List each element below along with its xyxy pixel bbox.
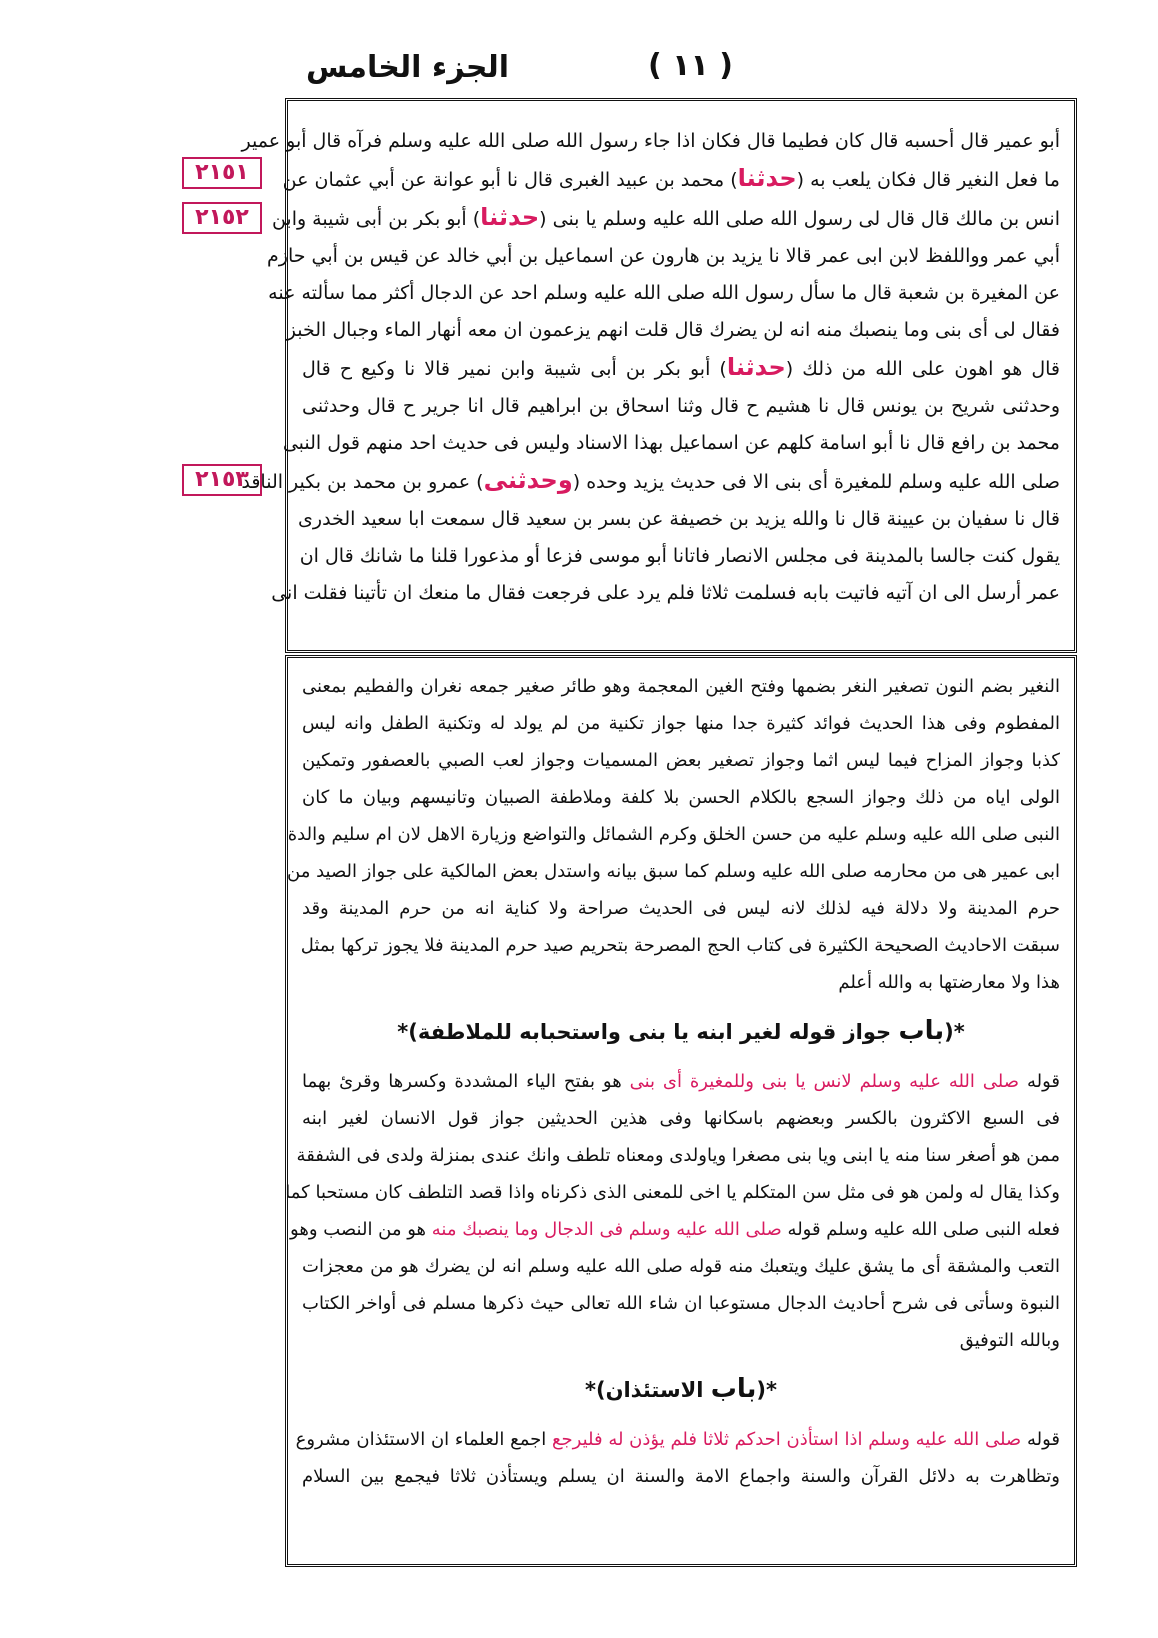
quoted-phrase: صلى الله عليه وسلم فى الدجال وما ينصبك منه xyxy=(431,1219,782,1240)
page-number: ( ١١ ) xyxy=(648,48,733,83)
matn-line: يقول كنت جالسا بالمدينة فى مجلس الانصار فاتانا أبو موسى فزعا أو مذعورا قلنا ما شانك قال ان xyxy=(299,545,1060,567)
matn-line: صلى الله عليه وسلم للمغيرة أى بنى الا فى حديث يزيد وحده (وحدثنى) عمرو بن محمد بن بكير الناقد xyxy=(241,466,1060,494)
matn-line: قال هو اهون على الله من ذلك (حدثنا) أبو بكر بن أبى شيبة وابن نمير قالا نا وكيع ح قال xyxy=(302,353,1061,381)
haddathana-marker: حدثنا xyxy=(737,164,797,192)
sharh-line: قوله صلى الله عليه وسلم اذا استأذن احدكم ثلاثا فلم يؤذن له فليرجع اجمع العلماء ان الاستئذان مشروع xyxy=(295,1429,1060,1450)
matn-frame xyxy=(241,98,1077,653)
sharh-line: وبالله التوفيق xyxy=(959,1330,1060,1351)
sharh-line: وكذا يقال له ولمن هو فى مثل سن المتكلم يا اخى للمعنى الذى ذكرناه واذا قصد التلطف كان مستحبا كما xyxy=(285,1182,1060,1203)
hadith-number-2151: ٢١٥١ xyxy=(182,157,262,189)
matn-line: أبو عمير قال أحسبه قال كان فطيما قال فكان اذا جاء رسول الله صلى الله عليه وسلم فرآه قال أبو عمير xyxy=(241,130,1060,152)
quoted-phrase: صلى الله عليه وسلم اذا استأذن احدكم ثلاثا فلم يؤذن له فليرجع xyxy=(551,1429,1022,1450)
sharh-line: فى السبع الاكثرون بالكسر وبعضهم باسكانها وفى هذين الحديثين جواز قول الانسان لغير ابنه xyxy=(302,1108,1060,1129)
sharh-line: وتظاهرت به دلائل القرآن والسنة واجماع الامة والسنة ان يسلم ويستأذن ثلاثا فيجمع بين السلام xyxy=(302,1466,1060,1487)
matn-line: عن المغيرة بن شعبة قال ما سأل رسول الله صلى الله عليه وسلم احد عن الدجال أكثر مما سألته عنه xyxy=(268,282,1060,304)
matn-line: فقال لى أى بنى وما ينصبك منه انه لن يضرك قال قلت انهم يزعمون ان معه أنهار الماء وجبال الخبز xyxy=(286,319,1060,341)
chapter-heading-1: *(باب جواز قوله لغير ابنه يا بنى واستحبابه للملاطفة)* xyxy=(397,1016,965,1046)
matn-line: محمد بن رافع قال نا أبو اسامة كلهم عن اسماعيل بهذا الاسناد وليس فى حديث احد منهم قول النبى xyxy=(282,432,1060,454)
matn-line: وحدثنى شريح بن يونس قال نا هشيم ح قال وثنا اسحاق بن ابراهيم قال انا جرير ح قال وحدثنى xyxy=(302,395,1060,417)
sharh-line: الولى اياه من ذلك وجواز السجع بالكلام الحسن بلا كلفة وملاطفة الصبيان وتانيسهم وبيان ما كان xyxy=(302,787,1060,808)
part-title: الجزء الخامس xyxy=(306,50,510,85)
sharh-frame xyxy=(285,655,1077,1567)
matn-text xyxy=(241,123,1061,612)
matn-line: عمر أرسل الى ان آتيه فاتيت بابه فسلمت ثلاثا فلم يرد على فرجعت فقال ما منعك ان تأتينا فقلت انى xyxy=(271,582,1060,604)
haddathana-marker: حدثنا xyxy=(726,353,786,381)
sharh-line: النغير بضم النون تصغير النغر بضمها وفتح الغين المعجمة وهو طائر صغير جمعه نغران والفطيم بمعنى xyxy=(302,676,1060,697)
sharh-line: فعله النبى صلى الله عليه وسلم قوله صلى الله عليه وسلم فى الدجال وما ينصبك منه هو من النصب وهو xyxy=(290,1219,1060,1240)
wahaddathani-marker: وحدثنى xyxy=(483,466,573,494)
sharh-line: التعب والمشقة أى ما يشق عليك ويتعبك منه قوله صلى الله عليه وسلم انه لن يضرك هو من معجزات xyxy=(302,1256,1060,1277)
sharh-line: حرم المدينة ولا دلالة فيه لذلك لانه ليس فى الحديث صراحة ولا كناية انه من حرم المدينة وقد xyxy=(302,898,1060,919)
sharh-line: ممن هو أصغر سنا منه يا ابنى ويا بنى مصغرا وياولدى ومعناه تلطف وانك عندى بمنزلة ولدى فى الشفقة xyxy=(296,1145,1060,1166)
sharh-text xyxy=(285,668,1060,1495)
sharh-line: قوله صلى الله عليه وسلم لانس يا بنى وللمغيرة أى بنى هو بفتح الياء المشددة وكسرها وقرئ بهما xyxy=(302,1071,1060,1092)
haddathana-marker: حدثنا xyxy=(480,203,540,231)
sharh-line: المفطوم وفى هذا الحديث فوائد كثيرة جدا منها جواز تكنية من لم يولد له وتكنية الطفل وانه ليس xyxy=(302,713,1060,734)
matn-line: أبي عمر وواللفظ لابن ابى عمر قالا نا يزيد بن هارون عن اسماعيل بن أبي خالد عن قيس بن أبي حازم xyxy=(267,245,1060,267)
chapter-heading-2: *(باب الاستئذان)* xyxy=(584,1374,778,1404)
sharh-line: كذبا وجواز المزاح فيما ليس اثما وجواز تصغير بعض المسميات وجواز لعب الصبي بالعصفور وتمكين xyxy=(302,750,1060,771)
matn-line: انس بن مالك قال قال لى رسول الله صلى الله عليه وسلم يا بنى (حدثنا) أبو بكر بن أبى شيبة وابن xyxy=(271,203,1060,231)
sharh-line: هذا ولا معارضتها به والله أعلم xyxy=(838,972,1060,993)
matn-line: قال نا سفيان بن عيينة قال نا والله يزيد بن خصيفة عن بسر بن سعيد قال سمعت ابا سعيد الخدرى xyxy=(298,508,1060,530)
matn-line: ما فعل النغير قال فكان يلعب به (حدثنا) محمد بن عبيد الغبرى قال نا أبو عوانة عن أبي عثمان عن xyxy=(282,164,1060,192)
sharh-line: النبوة وسأتى فى شرح أحاديث الدجال مستوعبا ان شاء الله تعالى حيث ذكرها مسلم فى أواخر الكتاب xyxy=(302,1293,1060,1314)
sharh-line: ابى عمير هى من محارمه صلى الله عليه وسلم كما سبق بيانه واستدل بعض المالكية على جواز الصيد من xyxy=(287,861,1060,882)
sharh-line: سبقت الاحاديث الصحيحة الكثيرة فى كتاب الحج المصرحة بتحريم صيد حرم المدينة فلا يجوز تركها بمثل xyxy=(300,935,1060,956)
hadith-number-2152: ٢١٥٢ xyxy=(182,202,262,234)
hadith-number-2153: ٢١٥٣ xyxy=(182,464,262,496)
sharh-line: النبى صلى الله عليه وسلم عليه من حسن الخلق وكرم الشمائل والتواضع وزيارة الاهل لان ام سليم والدة xyxy=(287,824,1060,845)
quoted-phrase: صلى الله عليه وسلم لانس يا بنى وللمغيرة أى بنى xyxy=(629,1071,1020,1092)
